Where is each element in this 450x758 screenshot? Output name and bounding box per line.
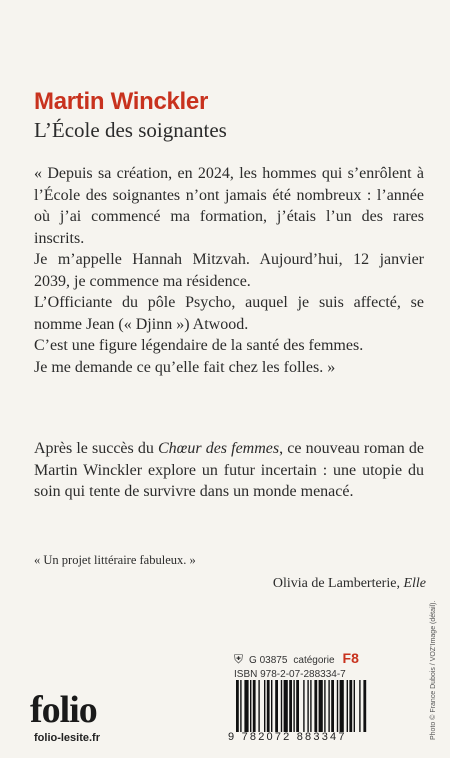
book-title: L’École des soignantes <box>34 118 227 142</box>
summary-text-after: , ce nouveau roman de Martin Winckler explore un futur incertain : une utopie du soin qui tente de survivre dans un monde menacé. <box>34 440 424 500</box>
photo-credit: Photo © France Dubois / VOZ’Image (détail). <box>430 600 437 740</box>
category-code: F8 <box>342 650 359 666</box>
product-code: G 03875 <box>249 655 288 666</box>
blurb-paragraph: L’Officiante du pôle Psycho, auquel je suis affecté, se nomme Jean (« Djinn ») Atwood. <box>34 294 424 333</box>
blurb-excerpt <box>34 163 424 378</box>
quote-attribution <box>273 576 426 592</box>
publisher-logo: folio <box>30 689 97 731</box>
press-quote: « Un projet littéraire fabuleux. » <box>34 553 196 567</box>
blurb-paragraph: Je m’appelle Hannah Mitzvah. Aujourd’hui, 12 janvier 2039, je commence ma résidence. <box>34 251 424 290</box>
publisher-mark-icon: ⛨ <box>234 652 244 666</box>
summary-book-reference: Chœur des femmes <box>158 440 280 457</box>
blurb-paragraph: Je me demande ce qu’elle fait chez les folles. » <box>34 358 336 376</box>
publisher-website: folio-lesite.fr <box>34 732 101 744</box>
summary-text-before: Après le succès du <box>34 440 158 457</box>
product-code-line <box>234 650 434 667</box>
isbn: ISBN 978-2-07-288334-7 <box>234 669 346 680</box>
summary-paragraph <box>34 438 424 503</box>
book-summary <box>34 438 424 503</box>
blurb-paragraph: « Depuis sa création, en 2024, les hommes qui s’enrôlent à l’École des soignantes n’ont jamais été nombreux : l’année où j’ai commencé ma formation, j’étais l’un des rares inscrits. <box>34 165 424 247</box>
attribution-publication: Elle <box>403 576 426 591</box>
product-info <box>234 650 434 680</box>
attribution-name: Olivia de Lamberterie, <box>272 576 404 591</box>
category-label: catégorie <box>293 655 335 666</box>
barcode-icon <box>234 680 422 732</box>
author-name: Martin Winckler <box>34 88 208 115</box>
blurb-paragraph: C’est une figure légendaire de la santé des femmes. <box>34 337 364 354</box>
barcode-digits: 9 782072 883347 <box>228 731 347 743</box>
